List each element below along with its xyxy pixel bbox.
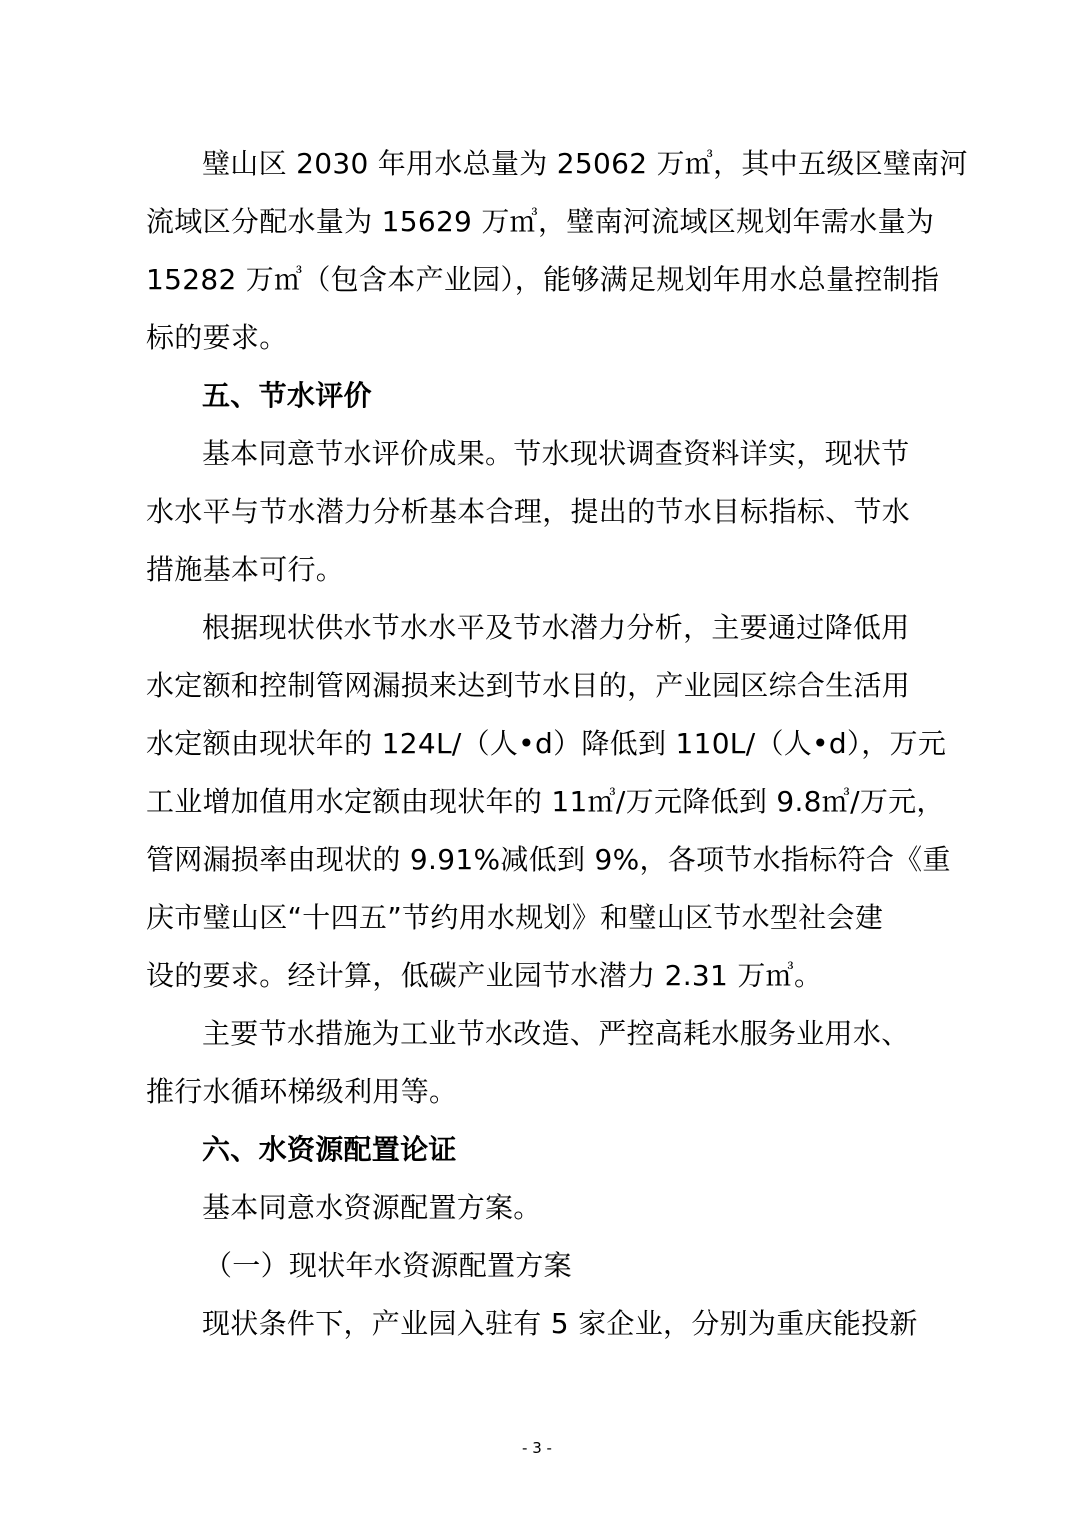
section-heading: 六、水资源配置论证 xyxy=(202,1133,457,1166)
paragraph-line: 庆市璧山区“十四五”节约用水规划》和璧山区节水型社会建 xyxy=(146,901,884,934)
paragraph-line: 基本同意节水评价成果。节水现状调查资料详实，现状节 xyxy=(202,437,910,470)
paragraph-line: 根据现状供水节水水平及节水潜力分析，主要通过降低用 xyxy=(202,611,910,644)
subsection-heading: （一）现状年水资源配置方案 xyxy=(204,1249,572,1282)
paragraph-line: 措施基本可行。 xyxy=(146,553,345,586)
paragraph-line: 现状条件下，产业园入驻有 5 家企业，分别为重庆能投新 xyxy=(202,1307,918,1340)
paragraph-line: 水定额由现状年的 124L/（人•d）降低到 110L/（人•d），万元 xyxy=(146,727,947,760)
paragraph-line: 主要节水措施为工业节水改造、严控高耗水服务业用水、 xyxy=(202,1017,910,1050)
paragraph-line: 15282 万㎥（包含本产业园），能够满足规划年用水总量控制指 xyxy=(146,263,940,296)
paragraph-line: 推行水循环梯级利用等。 xyxy=(146,1075,458,1108)
section-heading: 五、节水评价 xyxy=(202,379,372,412)
paragraph-line: 流域区分配水量为 15629 万㎥，璧南河流域区规划年需水量为 xyxy=(146,205,935,238)
page-number: - 3 - xyxy=(522,1439,552,1457)
paragraph-line: 璧山区 2030 年用水总量为 25062 万㎥，其中五级区璧南河 xyxy=(202,147,968,180)
paragraph-line: 基本同意水资源配置方案。 xyxy=(202,1191,542,1224)
paragraph-line: 标的要求。 xyxy=(146,321,288,354)
paragraph-line: 工业增加值用水定额由现状年的 11㎥/万元降低到 9.8㎥/万元， xyxy=(146,785,945,818)
paragraph-line: 水定额和控制管网漏损来达到节水目的，产业园区综合生活用 xyxy=(146,669,911,702)
paragraph-line: 管网漏损率由现状的 9.91%减低到 9%，各项节水指标符合《重 xyxy=(146,843,951,876)
paragraph-line: 水水平与节水潜力分析基本合理，提出的节水目标指标、节水 xyxy=(146,495,911,528)
paragraph-line: 设的要求。经计算，低碳产业园节水潜力 2.31 万㎥。 xyxy=(146,959,823,992)
